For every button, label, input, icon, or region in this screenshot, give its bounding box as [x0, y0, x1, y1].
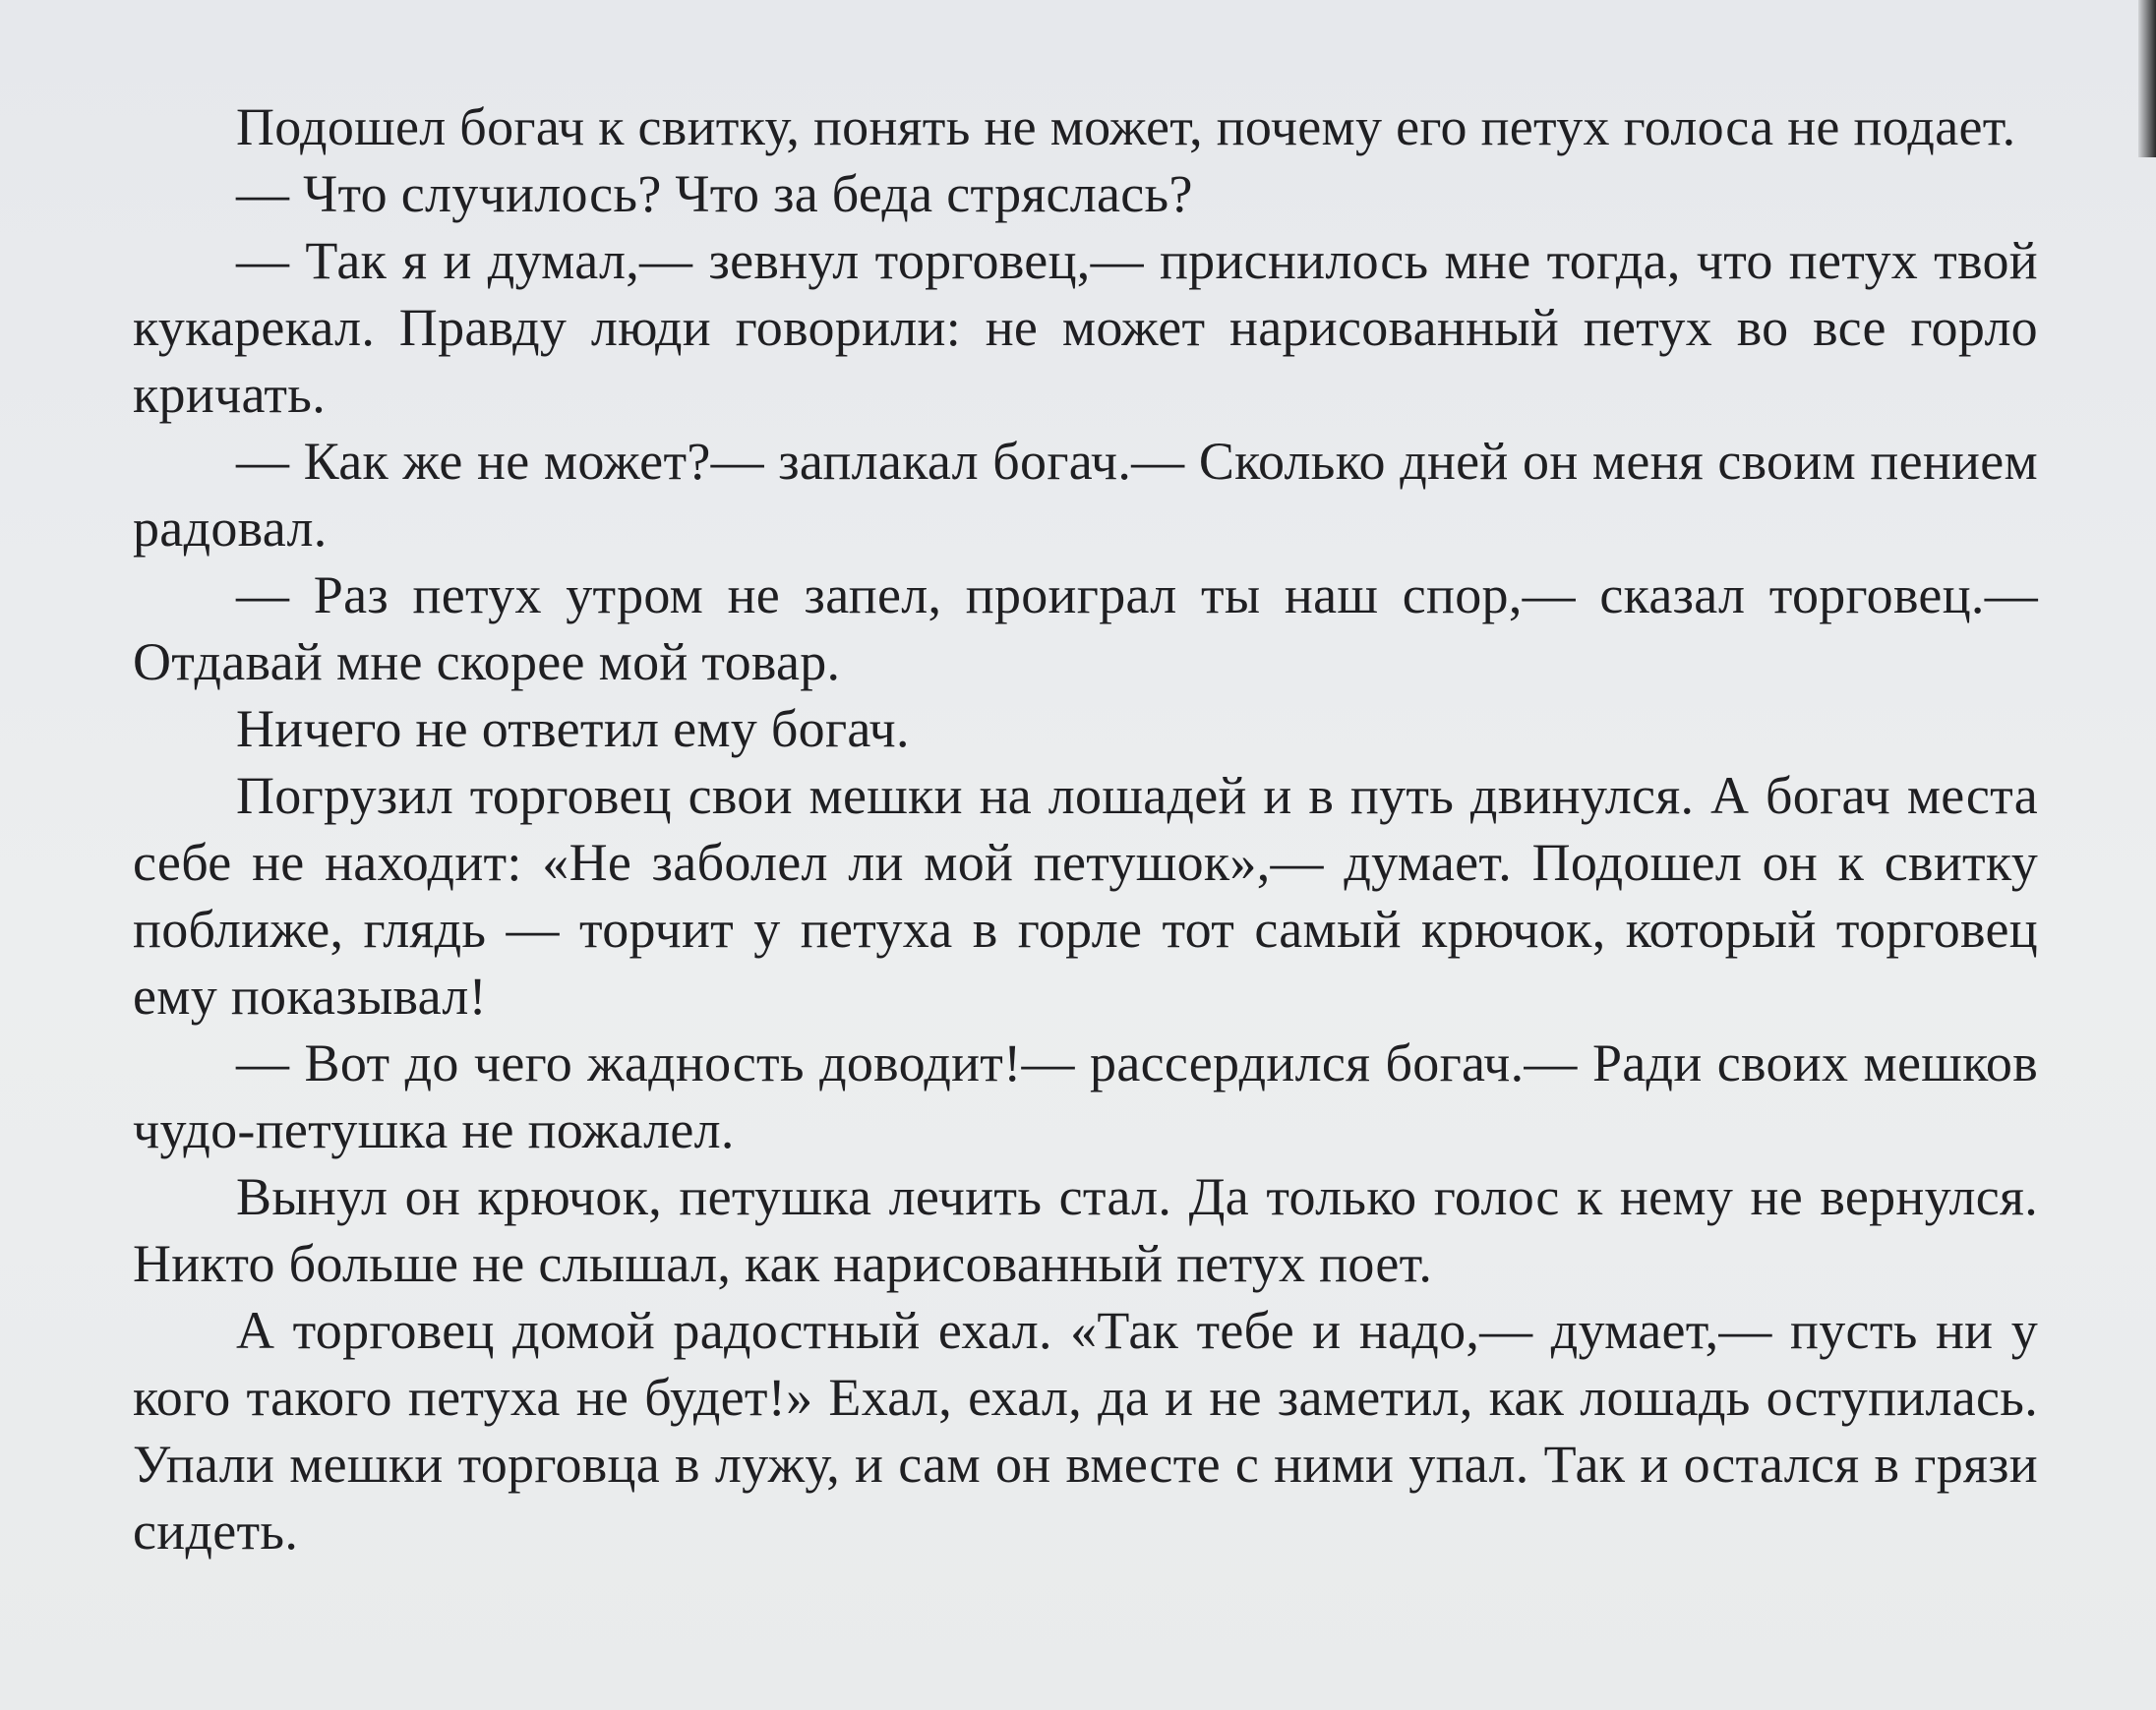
paragraph: — Как же не может?— заплакал богач.— Сколько дней он меня своим пением радовал.: [133, 432, 2038, 558]
paragraph: — Вот до чего жадность доводит!— рассердился богач.— Ради своих мешков чудо-петушка не пожалел.: [133, 1033, 2038, 1159]
story-text: [133, 93, 2038, 1564]
paragraph: — Раз петух утром не запел, проиграл ты наш спор,— сказал торговец.— Отдавай мне скорее мой товар.: [133, 565, 2038, 691]
paragraph: А торговец домой радостный ехал. «Так тебе и надо,— думает,— пусть ни у кого такого петуха не будет!» Ехал, ехал, да и не заметил, как лошадь оступилась. Упали мешки торговца в лужу, и сам он вместе с ними упал. Так и остался в грязи сидеть.: [133, 1301, 2038, 1561]
paragraph: Подошел богач к свитку, понять не может, почему его петух голоса не подает.: [236, 97, 2016, 156]
paragraph: Вынул он крючок, петушка лечить стал. Да только голос к нему не вернулся. Никто больше не слышал, как нарисованный петух поет.: [133, 1167, 2038, 1293]
page-edge-shadow: [2138, 0, 2156, 157]
paragraph: Погрузил торговец свои мешки на лошадей и в путь двинулся. А богач места себе не находит: «Не заболел ли мой петушок»,— думает. Подошел он к свитку поближе, глядь — торчит у петуха в горле тот самый крючок, который торговец ему показывал!: [133, 766, 2038, 1026]
paragraph: — Так я и думал,— зевнул торговец,— приснилось мне тогда, что петух твой кукарекал. Правду люди говорили: не может нарисованный петух во все горло кричать.: [133, 231, 2038, 424]
paragraph: — Что случилось? Что за беда стряслась?: [236, 164, 1193, 223]
paragraph: Ничего не ответил ему богач.: [236, 699, 910, 758]
